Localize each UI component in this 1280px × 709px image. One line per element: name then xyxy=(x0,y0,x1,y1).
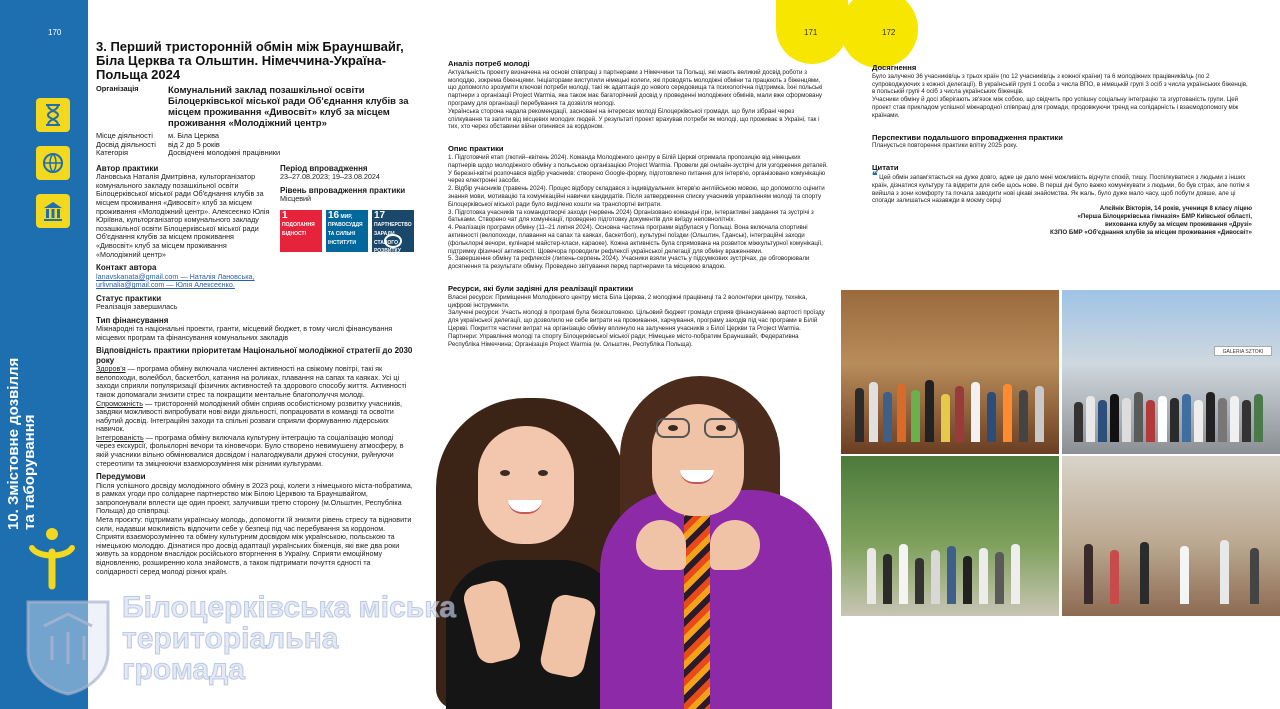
resources-attracted: Залучені ресурси: Участь молоді в програмі була безкоштовною. Цільовий бюджет громади сприяв фінансуванню вартості проїзду для української делегації, що дозволило не себе витрати на проживання, харчування, програму заходів під час програми в Білій Церкві. Покриття частини витрат на організацію обміну вплинуло на залучення учасників з Білої Церкви та Project Warmia. xyxy=(448,309,825,332)
page-number-middle: 171 xyxy=(804,28,818,37)
achievements-text-2: Учасники обміну й досі зберігають зв'язок між собою, що свідчить про успішну соціальну інтеграцію та згуртованість групи. Цей проект став прикладом успішної міжнародної співпраці для громади, продовжуючи тренд на солідарність і взаємодопомогу між країнами. xyxy=(872,96,1239,119)
period-value: 23–27.08.2023; 19–23.08.2024 xyxy=(280,172,380,182)
description-step-2: 2. Відбір учасників (травень 2024). Процес відбору складався з індивідуальних інтерв'ю англійською мовою, що допомогло оцінити знання мови, мотивацію та комунікаційні навички кандидатів. Після затвердження списку учасників управлінням молоді та спорту Білоцерківської міської ради було виділено кошти на транспортні витрати. xyxy=(448,185,825,208)
bank-icon xyxy=(36,194,70,228)
watermark-text xyxy=(122,592,456,685)
watermark-line-3: громада xyxy=(122,653,245,686)
description-step-3: 3. Підготовка учасників та командотворчі заходи (червень 2024) Організовано командні ігри, інтерактивні завдання та зустрічі з батьками. Створено чат для комунікації, проведено підготовку документів для виїзду неповнолітніх. xyxy=(448,208,814,224)
sdg-16-badge: 16 МИР, ПРАВОСУДДЯ ТА СИЛЬНІ ІНСТИТУТИ xyxy=(326,210,368,252)
author-text: Лановська Наталія Дмитрівна, культорганізатор комунального закладу позашкільної освіти Білоцерківської міської ради Об'єднання клубів за місцем проживання «Дивосвіт» клуб за місцем проживання «Молодіжний центр». Алексеєнко Юлія Юріївна, культорганізатор комунального закладу позашкільної освіти Білоцерківської міської ради Об'єднання клубів за місцем проживання «Дивосвіт» клуб за місцем проживання «Молодіжний центр» xyxy=(96,172,270,259)
funding-value: Міжнародні та національні проекти, гранти, місцевий бюджет, в тому числі фінансування місцевих програм та фінансування комунальних закладів xyxy=(96,324,393,342)
quote-signature-2: «Перша Білоцерківська гімназія» БМР Київської області, xyxy=(1077,212,1252,220)
photo-group-indoor xyxy=(841,290,1059,454)
quote-text: ❝ Цей обмін запам'ятається на дуже довго, адже це дало мені можливість відчути спокій, тишу. Поспілкуватися з людьми з інших країн, дізнатися культуру та відкрити для себе щось нове. В перші дні було важко комунікувати з людьми, бо був страх, але потім я вийшла з зони комфорту та почала заводити нові цікаві знайомства. Як жаль, було дуже мало часу, щоб побути довше, але ці спогади залишаться назавжди в моєму серці xyxy=(872,170,1250,205)
place-label: Місце діяльності xyxy=(96,131,153,140)
photo-group-park xyxy=(841,456,1059,616)
section-title-vertical xyxy=(5,357,38,530)
sdg-1-badge: 1 ПОДОЛАННЯ БІДНОСТІ xyxy=(280,210,322,252)
page-bubble-172 xyxy=(840,0,918,68)
page-170 xyxy=(96,40,414,576)
watermark-line-2: територіальна xyxy=(122,622,339,655)
resources-partners: Партнери: Управління молоді та спорту Білоцерківської міської ради; Німецьке місто-побратим Брауншвайг, Федеративна Республіка Німеччина; Організація Project Warmia (м. Ольштин, Республіка Польща). xyxy=(448,332,799,348)
perspectives-heading: Перспективи подальшого впровадження практики xyxy=(872,132,1063,142)
sdg-17-badge: 17 ПАРТНЕРСТВО ЗАРАДИ СТАЛОГО РОЗВИТКУ xyxy=(372,210,414,252)
funding-heading: Тип фінансування xyxy=(96,315,169,325)
watermark-line-1: Білоцерківська міська xyxy=(122,591,456,624)
page-number-right: 172 xyxy=(882,28,896,37)
author-heading: Автор практики xyxy=(96,163,159,173)
description-step-5: 5. Завершення обміну та рефлексія (липень-серпень 2024). Учасники взяли участь у підсумкових зустрічах, де обговорювали досягнення та результати обміну. Проведено звітування перед партнерами та місцевою владою. xyxy=(448,255,810,271)
quote-signature-4: КЗПО БМР «Об'єднання клубів за місцем проживання «Дивосвіт» xyxy=(1050,228,1252,236)
quote-icon: ❝ xyxy=(872,170,878,182)
perspectives-text: Планується повторення практики влітку 2025 року. xyxy=(872,142,1018,150)
priority-integration: Інтегрованість — програма обміну включала культурну інтеграцію та соціалізацію молоді через екскурсії, фольклорні вечори та кіновечори. Було створено невимушену атмосферу, в якій учасники вільно обмінювалися досвідом і налагоджували дружні стосунки, руйнуючи стереотипи та зміцнюючи взаєморозуміння між різними культурами. xyxy=(96,432,404,468)
contact-heading: Контакт автора xyxy=(96,263,157,273)
quote-signature-1: Алєйнік Вікторія, 14 років, учениця 8 класу ліцею xyxy=(1099,205,1252,213)
category-label: Категорія xyxy=(96,148,129,158)
priority-capacity: Спроможність — тристоронній молодіжний обмін сприяв особистісному розвитку учасників, завдяки можливості випробувати нові види діяльності, попрацювати в команді та освоїти набутий досвід. Інтеграційні заходи та спільні розваги сприяли формуванню лідерських навичок. xyxy=(96,398,403,434)
page-number-left: 170 xyxy=(48,28,62,37)
prehistory-text-1: Після успішного досвіду молодіжного обміну в 2023 році, колеги з німецького міста-побратима, в рамках угоди про солідарне партнерство між Білою Церквою та Брауншвайгом, запропонували вплести ще один проект, залучивши третю сторону (м.Ольштин, Республіка Польща) до співпраці. xyxy=(96,480,413,516)
category-value: Досвідчені молодіжні працівники xyxy=(168,148,281,158)
section-title-line2: та таборування xyxy=(21,414,38,530)
description-heading: Опис практики xyxy=(448,144,504,154)
org-value: Комунальний заклад позашкільної освіти Білоцерківської міської ради Об'єднання клубів за місцем проживання «Дивосвіт» клуб за місцем проживання «Молодіжний центр» xyxy=(168,85,409,129)
gallery-sign: GALERIA SZTOKI xyxy=(1214,346,1272,356)
page-171 xyxy=(448,60,828,348)
globe-people-icon xyxy=(36,146,70,180)
city-crest-watermark-icon xyxy=(22,596,114,696)
period-heading: Період впровадження xyxy=(280,163,368,173)
experience-value: від 2 до 5 років xyxy=(168,139,220,149)
prehistory-heading: Передумови xyxy=(96,472,146,482)
quotes-heading: Цитати xyxy=(872,163,899,173)
description-step-1: 1. Підготовчий етап (лютий–квітень 2024). Команда Молодіжного центру в Білій Церкві отримала пропозицію від німецьких партнерів щодо молодіжного обміну з польською організацією Project Warmia. Провели дві онлайн-зустрічі для узгодження деталей. У березні-квітні розпочався відбір учасників: створено Google-форму, підготовлено питання для інтерв'ю, організовано комунікацію через електронні засоби. xyxy=(448,153,828,185)
analysis-text-2: Українська сторона надала рекомендації, засновані на інтересах молоді Білоцерківської громади, що були зібрані через спілкування та запити від місцевих молодих людей. У результаті проект врахував потреби як молоді, що проживає в Україні, так і тих, хто через обставини війни опинився за кордоном. xyxy=(448,107,820,131)
photo-group-activity xyxy=(1062,456,1280,616)
sdg-badges xyxy=(280,209,414,255)
practice-title: 3. Перший тристоронній обмін між Брауншвайг, Біла Церква та Ольштин. Німеччина-Україна-Польща 2024 xyxy=(96,39,404,82)
hourglass-icon xyxy=(36,98,70,132)
sdg-ring-icon xyxy=(384,234,402,248)
photo-group-gallery xyxy=(1062,290,1280,454)
contact-link-1[interactable]: lanavskanata@gmail.com — Наталія Лановська, xyxy=(96,271,255,281)
experience-label: Досвід діяльності xyxy=(96,139,156,149)
status-heading: Статус практики xyxy=(96,293,162,303)
level-value: Місцевий xyxy=(280,194,312,204)
place-value: м. Біла Церква xyxy=(168,131,220,140)
org-label: Організація xyxy=(96,84,139,93)
section-title-line1: 10. Змістовне дозвілля xyxy=(5,357,22,530)
analysis-heading: Аналіз потреб молоді xyxy=(448,59,530,68)
resources-heading: Ресурси, які були задіяні для реалізації практики xyxy=(448,283,634,293)
youth-logo-icon xyxy=(26,520,78,592)
achievements-text-1: Було залучено 36 учасників/ць з трьох країн (по 12 учасників/ць з кожної країни) та 6 молодіжних працівників/ць (по 2 супроводжуючих з кожної делегації). В українській групі 1 особа з числа ВПО, в німецькій групі 3 осіб з числа українських біженців, в польській групі 4 осіб з числа українських біженців. xyxy=(872,72,1248,96)
priority-heading: Відповідність практики пріоритетам Національної молодіжної стратегії до 2030 року xyxy=(96,346,413,365)
level-heading: Рівень впровадження практики xyxy=(280,185,406,195)
quote-signature-3: вихованка клубу за місцем проживання «Друзі» xyxy=(1104,220,1252,228)
resources-own: Власні ресурси: Приміщення Молодіжного центру міста Біла Церква, 2 молодіжні працівниці та 2 волонтерки центру, техніка, цифрові інструменти. xyxy=(448,293,808,309)
description-step-4: 4. Реалізація програми обміну (11–21 липня 2024). Основна частина програми відбулася у Польщі. Вона включала спортивні активності (велопоходи, плавання на сапах та каяках, баскетбол), культурні поїздки (Ольштин, Гданськ), інтеграційні заходи (фольклорні вечори, кулінарні майстер-класи, караоке). Кожна активність була спрямована на розвиток міжкультурної комунікації, підтримку фізичної активності. Щовечора проводили рефлексії української делегації для обміну враженнями. xyxy=(448,224,823,255)
achievements-heading: Досягнення xyxy=(872,63,917,72)
contact-link-2[interactable]: urlivnalia@gmail.com — Юлія Алексеєнко. xyxy=(96,280,235,290)
status-value: Реалізація завершилась xyxy=(96,302,178,312)
prehistory-text-2: Мета проєкту: підтримати українську молодь, допомогти їй знизити рівень стресу та відновити сили, надавши можливість відпочити себе у безпеці під час перебування за кордоном. Сприяти взаєморозумінню та обміну культурним досвідом між українською, польською та німецькою молоддю. Дізнатися про досвід адаптації українських біженців, які вже два роки живуть за кордоном внаслідок російського вторгнення в Україну. Сприяти емоційному відновленню, розширенню кола знайомств, а також підтримати почуття єдності та солідарності серед молоді різних країн. xyxy=(96,515,412,576)
priority-health: Здоров'я — програма обміну включала численні активності на свіжому повітрі, такі як велопоходи, волейбол, баскетбол, катання на роликах, плавання на сапах та каяках. Усі ці заходи сприяли популяризації фізичних активностей та здорового способу життя. Активності також допомагали знизити стрес та покращити ментальне благополуччя молоді. xyxy=(96,364,407,399)
analysis-text-1: Актуальність проекту визначена на основі співпраці з партнерами з Німеччини та Польщі, які мають великий досвід роботи з молоддю, зокрема біженцями. Ініціаторами виступили німецькі колеги, які проводять молодіжні обміни та працюють з біженцями, що допомогло зрозуміти ключові потреби молоді, такі як адаптація до нового середовища та психологічна підтримка. Їхні польські партнери з організації Project Warmia, яка також має багаторічний досвід у проведенні молодіжних обмінів, мали вже сформовану програму для організації перебування та дозвілля молоді. xyxy=(448,68,823,107)
page-bubble-171 xyxy=(776,0,848,64)
page-172 xyxy=(872,64,1252,236)
